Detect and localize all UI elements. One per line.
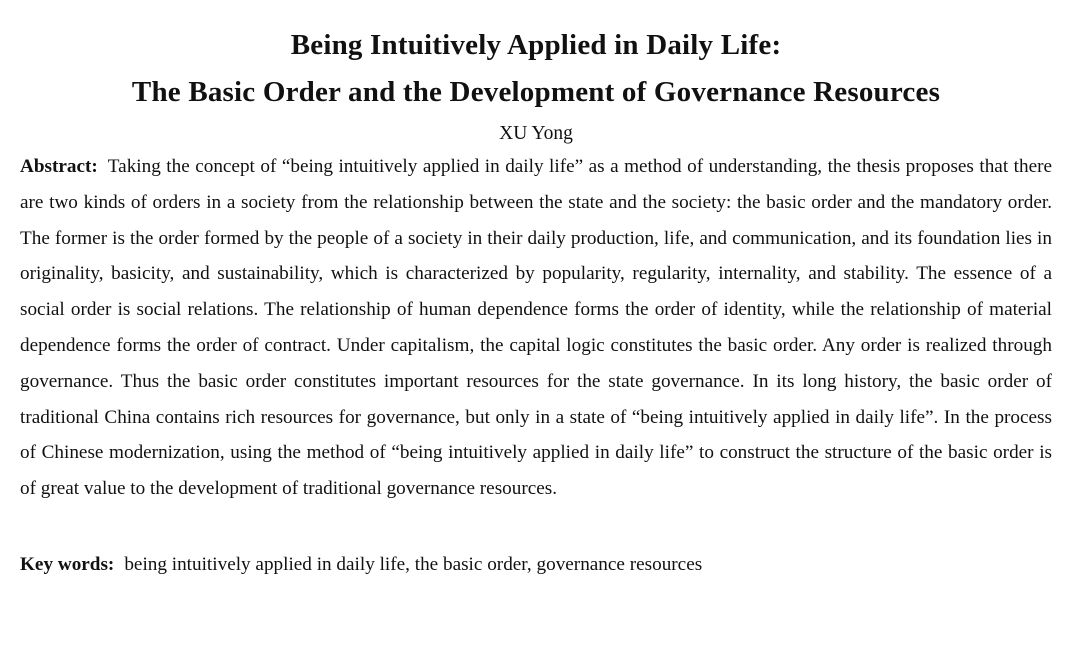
author-name: XU Yong bbox=[499, 123, 573, 144]
keywords-text: being intuitively applied in daily life, the basic order, governance resources bbox=[124, 553, 703, 575]
keywords-line bbox=[20, 550, 1052, 580]
abstract-text: Taking the concept of “being intuitively applied in daily life” as a method of understanding, the thesis proposes that there are two kinds of orders in a society from the relationship between the state and the society: the basic order and the mandatory order. The former is the order formed by the people of a society in their daily production, life, and communication, and its foundation lies in originality, basicity, and sustainability, which is characterized by popularity, regularity, internality, and stability. The essence of a social order is social relations. The relationship of human dependence forms the order of identity, while the relationship of material dependence forms the order of contract. Under capitalism, the capital logic constitutes the basic order. Any order is realized through governance. Thus the basic order constitutes important resources for the state governance. In its long history, the basic order of traditional China contains rich resources for governance, but only in a state of “being intuitively applied in daily life”. In the process of Chinese modernization, using the method of “being intuitively applied in daily life” to construct the structure of the basic order is of great value to the development of traditional governance resources. bbox=[20, 156, 1052, 500]
keywords-label: Key words: bbox=[20, 553, 115, 575]
abstract-paragraph bbox=[20, 149, 1052, 507]
paper-title-line-2: The Basic Order and the Development of Governance Resources bbox=[131, 76, 941, 108]
paper-page bbox=[20, 22, 1052, 580]
abstract-label: Abstract: bbox=[20, 156, 98, 177]
paper-title-line-1: Being Intuitively Applied in Daily Life: bbox=[290, 29, 782, 61]
